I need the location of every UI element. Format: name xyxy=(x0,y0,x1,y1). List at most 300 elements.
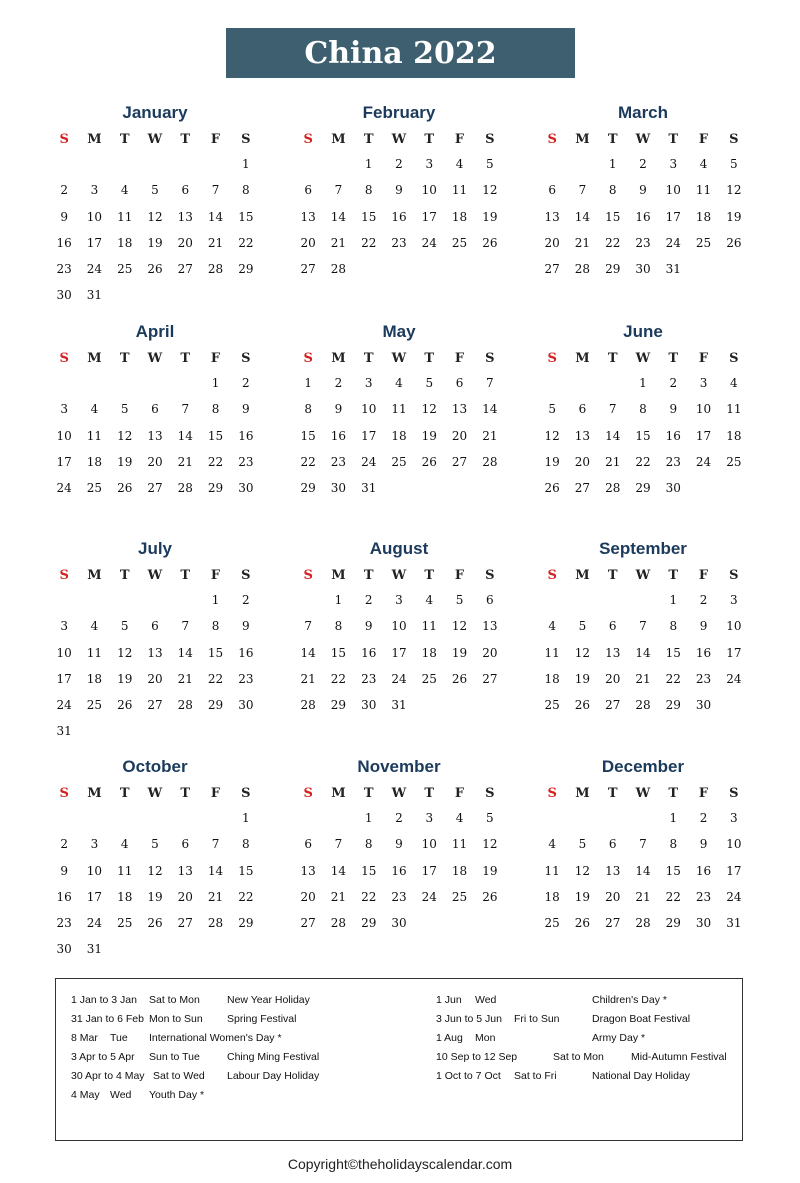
day-cell: 4 xyxy=(455,157,464,171)
day-cell: 20 xyxy=(147,454,163,469)
day-cell: 4 xyxy=(455,811,464,825)
day-cell: 7 xyxy=(486,376,494,390)
day-cell: 12 xyxy=(544,428,560,443)
weekday-label: M xyxy=(331,351,346,366)
holiday-name: International Women's Day * xyxy=(149,1032,282,1044)
week-row xyxy=(537,151,749,177)
weekday-label: T xyxy=(424,568,435,583)
day-cell: 10 xyxy=(56,645,72,660)
day-cell: 8 xyxy=(242,183,250,198)
day-cell xyxy=(170,805,200,831)
weekday-label-sunday: S xyxy=(547,132,557,147)
weekday-label: F xyxy=(210,568,221,583)
day-cell: 6 xyxy=(608,619,617,634)
weekday-header xyxy=(293,348,505,370)
weekday-label: T xyxy=(180,132,191,147)
day-cell: 16 xyxy=(391,209,407,224)
day-cell: 10 xyxy=(726,619,742,634)
weekday-header xyxy=(537,783,749,805)
day-cell: 4 xyxy=(548,619,556,634)
day-cell: 17 xyxy=(421,209,437,224)
day-cell xyxy=(475,910,505,936)
holiday-dates: 1 Aug xyxy=(436,1032,463,1044)
day-cell: 27 xyxy=(605,916,621,931)
week-row xyxy=(537,423,749,449)
day-cell: 1 xyxy=(364,157,373,171)
week-row xyxy=(537,204,749,230)
day-cell: 6 xyxy=(181,183,190,198)
day-cell xyxy=(598,805,628,831)
week-row xyxy=(49,423,261,449)
day-cell xyxy=(688,475,718,501)
day-cell: 30 xyxy=(695,916,712,931)
day-cell: 2 xyxy=(334,376,343,390)
weekday-label: T xyxy=(668,568,679,583)
week-row xyxy=(293,177,505,203)
day-cell: 9 xyxy=(395,183,403,198)
day-cell: 8 xyxy=(364,183,373,198)
day-cell: 7 xyxy=(578,183,587,198)
day-cell: 12 xyxy=(117,428,133,443)
weekday-label-sunday: S xyxy=(547,786,557,801)
day-cell: 26 xyxy=(147,262,163,277)
day-cell: 11 xyxy=(544,863,560,878)
day-cell: 23 xyxy=(695,671,712,686)
day-cell: 11 xyxy=(391,402,407,417)
day-cell: 9 xyxy=(242,402,250,417)
day-cell: 16 xyxy=(238,645,254,660)
month-april xyxy=(49,322,261,501)
holiday-dates: 3 Jun to 5 Jun xyxy=(436,1013,502,1025)
day-cell: 15 xyxy=(665,645,681,660)
day-cell: 11 xyxy=(726,402,742,417)
day-cell: 14 xyxy=(635,863,651,878)
month-name: September xyxy=(599,539,687,558)
day-cell: 30 xyxy=(238,698,254,713)
day-cell: 29 xyxy=(361,916,377,931)
day-cell: 14 xyxy=(300,645,316,660)
day-cell: 8 xyxy=(334,619,343,634)
day-cell xyxy=(414,910,444,936)
weekday-header xyxy=(537,348,749,370)
day-cell: 18 xyxy=(695,209,712,224)
day-cell: 19 xyxy=(544,454,560,469)
day-cell: 17 xyxy=(86,889,103,904)
week-row xyxy=(49,204,261,230)
day-cell: 15 xyxy=(361,863,377,878)
holiday-dates: 30 Apr to 4 May xyxy=(71,1070,145,1082)
week-row xyxy=(293,370,505,396)
week-row xyxy=(293,805,505,831)
day-cell: 1 xyxy=(211,593,220,607)
day-cell: 7 xyxy=(608,402,617,417)
weekday-header xyxy=(537,565,749,587)
month-name: February xyxy=(362,103,436,122)
day-cell: 29 xyxy=(207,481,224,496)
day-cell: 14 xyxy=(207,863,224,878)
day-cell: 5 xyxy=(486,811,494,825)
day-cell: 5 xyxy=(425,376,434,390)
copyright-footer: Copyright©theholidayscalendar.com xyxy=(287,1156,513,1172)
day-cell: 20 xyxy=(177,889,193,904)
day-cell: 30 xyxy=(330,481,347,496)
weekday-header xyxy=(293,783,505,805)
day-cell xyxy=(140,805,170,831)
day-cell: 20 xyxy=(300,235,316,250)
day-cell: 9 xyxy=(699,837,708,852)
day-cell: 11 xyxy=(451,183,468,198)
day-cell xyxy=(170,282,200,308)
day-cell: 17 xyxy=(695,428,712,443)
holiday-name: Children's Day * xyxy=(592,994,667,1006)
day-cell: 6 xyxy=(304,837,312,852)
day-cell: 28 xyxy=(330,262,347,277)
day-cell: 10 xyxy=(56,428,72,443)
weekday-header xyxy=(293,129,505,151)
weekday-label-sunday: S xyxy=(547,568,557,583)
day-cell: 31 xyxy=(86,942,103,957)
day-cell: 4 xyxy=(425,593,434,607)
day-cell: 5 xyxy=(120,619,129,634)
week-row xyxy=(537,177,749,203)
day-cell: 4 xyxy=(120,837,129,852)
week-row xyxy=(537,230,749,256)
day-cell: 21 xyxy=(177,454,193,469)
day-cell xyxy=(354,256,384,282)
day-cell: 26 xyxy=(482,889,498,904)
holiday-dates: 8 Mar xyxy=(71,1032,98,1044)
day-cell: 26 xyxy=(574,698,591,713)
weekday-label: T xyxy=(424,132,435,147)
day-cell: 3 xyxy=(425,157,434,171)
day-cell: 16 xyxy=(330,428,347,443)
day-cell: 29 xyxy=(238,916,254,931)
weekday-label: M xyxy=(575,786,590,801)
day-cell: 22 xyxy=(330,671,347,686)
day-cell: 10 xyxy=(391,619,407,634)
weekday-label: F xyxy=(210,786,221,801)
weekday-label: S xyxy=(729,786,739,801)
day-cell: 18 xyxy=(544,889,560,904)
day-cell: 14 xyxy=(482,402,498,417)
day-cell: 10 xyxy=(86,209,103,224)
day-cell: 24 xyxy=(86,262,103,277)
weekday-header xyxy=(49,565,261,587)
day-cell: 24 xyxy=(421,889,437,904)
day-cell: 2 xyxy=(699,811,708,825)
week-row xyxy=(293,475,505,501)
day-cell: 16 xyxy=(635,209,651,224)
day-cell xyxy=(170,587,200,613)
week-row xyxy=(293,423,505,449)
week-row xyxy=(537,858,749,884)
day-cell: 21 xyxy=(207,235,224,250)
day-cell: 29 xyxy=(605,262,621,277)
weekday-label: F xyxy=(698,351,709,366)
week-row xyxy=(49,666,261,692)
week-row xyxy=(49,475,261,501)
day-cell: 7 xyxy=(181,619,190,634)
day-cell: 29 xyxy=(635,481,651,496)
day-cell: 5 xyxy=(548,402,556,417)
day-cell: 9 xyxy=(242,619,250,634)
day-cell: 21 xyxy=(574,235,591,250)
day-cell: 18 xyxy=(117,889,133,904)
day-cell: 24 xyxy=(665,235,681,250)
day-cell: 6 xyxy=(548,183,556,198)
day-cell: 28 xyxy=(177,481,193,496)
day-cell: 16 xyxy=(695,645,712,660)
day-cell: 26 xyxy=(147,916,163,931)
day-cell: 26 xyxy=(482,235,498,250)
weekday-label: W xyxy=(147,568,163,583)
weekday-label: S xyxy=(729,568,739,583)
day-cell: 18 xyxy=(451,863,468,878)
day-cell: 26 xyxy=(574,916,591,931)
day-cell: 6 xyxy=(455,376,464,390)
holiday-dates: 1 Jan to 3 Jan xyxy=(71,994,137,1006)
week-row xyxy=(49,718,261,744)
day-cell: 30 xyxy=(361,698,377,713)
day-cell xyxy=(537,151,567,177)
day-cell: 22 xyxy=(665,671,681,686)
day-cell: 3 xyxy=(730,593,738,607)
day-cell: 12 xyxy=(574,645,591,660)
day-cell: 17 xyxy=(56,454,72,469)
day-cell: 30 xyxy=(56,942,72,957)
day-cell: 10 xyxy=(726,837,742,852)
weekday-label-sunday: S xyxy=(59,351,69,366)
month-july xyxy=(49,539,261,745)
day-cell xyxy=(200,282,230,308)
week-row xyxy=(49,831,261,857)
day-cell: 27 xyxy=(574,481,591,496)
day-cell: 8 xyxy=(304,402,312,417)
weekday-label: S xyxy=(241,786,251,801)
day-cell: 9 xyxy=(699,619,708,634)
day-cell: 2 xyxy=(669,376,678,390)
day-cell: 19 xyxy=(574,671,591,686)
day-cell: 4 xyxy=(90,402,99,417)
holiday-days: Sun to Tue xyxy=(149,1051,200,1063)
day-cell xyxy=(414,475,444,501)
month-name: July xyxy=(137,539,173,558)
weekday-label: W xyxy=(635,351,651,366)
week-row xyxy=(537,370,749,396)
weekday-label: F xyxy=(454,568,465,583)
day-cell: 7 xyxy=(334,837,343,852)
day-cell: 21 xyxy=(177,671,193,686)
day-cell: 27 xyxy=(605,698,621,713)
month-name: August xyxy=(369,539,429,558)
weekday-label: W xyxy=(147,786,163,801)
day-cell: 6 xyxy=(181,837,190,852)
day-cell: 1 xyxy=(608,157,617,171)
day-cell: 15 xyxy=(330,645,347,660)
day-cell: 1 xyxy=(242,157,250,171)
holiday-dates: 10 Sep to 12 Sep xyxy=(436,1051,518,1063)
day-cell: 8 xyxy=(669,837,678,852)
holiday-days: Sat to Mon xyxy=(553,1051,604,1063)
weekday-label: T xyxy=(607,351,618,366)
weekday-header xyxy=(49,348,261,370)
day-cell: 13 xyxy=(482,619,498,634)
weekday-label-sunday: S xyxy=(303,786,313,801)
day-cell: 17 xyxy=(86,235,103,250)
day-cell: 18 xyxy=(421,645,437,660)
day-cell: 21 xyxy=(330,235,347,250)
day-cell: 24 xyxy=(695,454,712,469)
day-cell: 27 xyxy=(147,698,163,713)
day-cell: 15 xyxy=(300,428,316,443)
day-cell: 23 xyxy=(361,671,377,686)
day-cell xyxy=(49,151,79,177)
day-cell: 15 xyxy=(665,863,681,878)
day-cell: 26 xyxy=(421,454,437,469)
day-cell: 8 xyxy=(639,402,647,417)
day-cell: 8 xyxy=(242,837,250,852)
day-cell xyxy=(293,805,323,831)
day-cell: 3 xyxy=(60,402,68,417)
day-cell: 25 xyxy=(117,262,133,277)
day-cell: 20 xyxy=(605,671,621,686)
week-row xyxy=(293,587,505,613)
day-cell: 25 xyxy=(86,481,103,496)
weekday-label: W xyxy=(391,351,407,366)
day-cell: 29 xyxy=(300,481,316,496)
day-cell: 7 xyxy=(304,619,312,634)
day-cell: 20 xyxy=(147,671,163,686)
week-row xyxy=(293,256,505,282)
day-cell: 9 xyxy=(60,209,68,224)
week-row xyxy=(293,230,505,256)
day-cell: 28 xyxy=(574,262,591,277)
day-cell: 25 xyxy=(117,916,133,931)
day-cell: 16 xyxy=(238,428,254,443)
day-cell: 28 xyxy=(482,454,498,469)
weekday-label: T xyxy=(119,786,130,801)
week-row xyxy=(293,396,505,422)
day-cell: 12 xyxy=(482,837,498,852)
weekday-label: W xyxy=(635,132,651,147)
day-cell: 2 xyxy=(60,183,68,198)
weekday-label: M xyxy=(575,132,590,147)
weekday-label: F xyxy=(698,568,709,583)
holiday-days: Mon xyxy=(475,1032,496,1044)
day-cell xyxy=(231,282,261,308)
day-cell: 5 xyxy=(486,157,494,171)
day-cell: 12 xyxy=(451,619,468,634)
day-cell: 23 xyxy=(695,889,712,904)
day-cell: 22 xyxy=(361,235,377,250)
day-cell: 2 xyxy=(639,157,647,171)
day-cell xyxy=(628,805,658,831)
weekday-label: T xyxy=(180,568,191,583)
day-cell xyxy=(598,370,628,396)
week-row xyxy=(537,831,749,857)
weekday-label-sunday: S xyxy=(303,132,313,147)
day-cell xyxy=(444,910,474,936)
day-cell: 5 xyxy=(151,183,159,198)
day-cell: 22 xyxy=(238,235,254,250)
day-cell xyxy=(537,370,567,396)
day-cell: 2 xyxy=(699,593,708,607)
day-cell xyxy=(567,805,597,831)
day-cell: 11 xyxy=(544,645,560,660)
day-cell xyxy=(567,370,597,396)
weekday-label: S xyxy=(241,132,251,147)
week-row xyxy=(49,884,261,910)
weekday-label: S xyxy=(729,132,739,147)
month-name: October xyxy=(122,757,188,776)
day-cell: 28 xyxy=(330,916,347,931)
weekday-label: M xyxy=(575,568,590,583)
day-cell: 15 xyxy=(361,209,377,224)
day-cell: 26 xyxy=(451,671,468,686)
day-cell: 6 xyxy=(578,402,587,417)
day-cell: 11 xyxy=(86,645,103,660)
day-cell: 6 xyxy=(608,837,617,852)
day-cell: 22 xyxy=(238,889,254,904)
week-row xyxy=(49,613,261,639)
day-cell: 19 xyxy=(451,645,468,660)
day-cell: 21 xyxy=(635,671,651,686)
day-cell xyxy=(140,282,170,308)
week-row xyxy=(293,151,505,177)
day-cell: 13 xyxy=(605,863,621,878)
day-cell xyxy=(688,256,718,282)
week-row xyxy=(537,396,749,422)
day-cell: 21 xyxy=(300,671,316,686)
week-row xyxy=(537,805,749,831)
day-cell: 29 xyxy=(330,698,347,713)
day-cell: 14 xyxy=(207,209,224,224)
day-cell xyxy=(110,370,140,396)
weekday-label: T xyxy=(363,132,374,147)
day-cell: 3 xyxy=(669,157,678,171)
day-cell: 25 xyxy=(726,454,742,469)
day-cell xyxy=(140,718,170,744)
weekday-label: F xyxy=(454,351,465,366)
day-cell: 3 xyxy=(60,619,68,634)
day-cell xyxy=(231,718,261,744)
day-cell: 21 xyxy=(635,889,651,904)
day-cell: 25 xyxy=(695,235,712,250)
day-cell: 17 xyxy=(361,428,377,443)
day-cell: 28 xyxy=(300,698,316,713)
day-cell: 4 xyxy=(120,183,129,198)
month-name: March xyxy=(617,103,669,122)
month-january xyxy=(49,103,261,309)
weekday-label: W xyxy=(391,132,407,147)
month-name: May xyxy=(382,322,416,341)
day-cell xyxy=(79,587,109,613)
day-cell: 25 xyxy=(544,916,560,931)
day-cell xyxy=(110,936,140,962)
weekday-label: M xyxy=(87,786,102,801)
day-cell: 7 xyxy=(639,837,647,852)
day-cell: 22 xyxy=(300,454,316,469)
day-cell: 4 xyxy=(395,376,403,390)
day-cell: 14 xyxy=(330,209,347,224)
week-row xyxy=(49,230,261,256)
weekday-label: M xyxy=(87,132,102,147)
weekday-label: S xyxy=(729,351,739,366)
week-row xyxy=(293,910,505,936)
day-cell xyxy=(170,151,200,177)
day-cell xyxy=(444,256,474,282)
holiday-dates: 4 May xyxy=(71,1089,100,1101)
